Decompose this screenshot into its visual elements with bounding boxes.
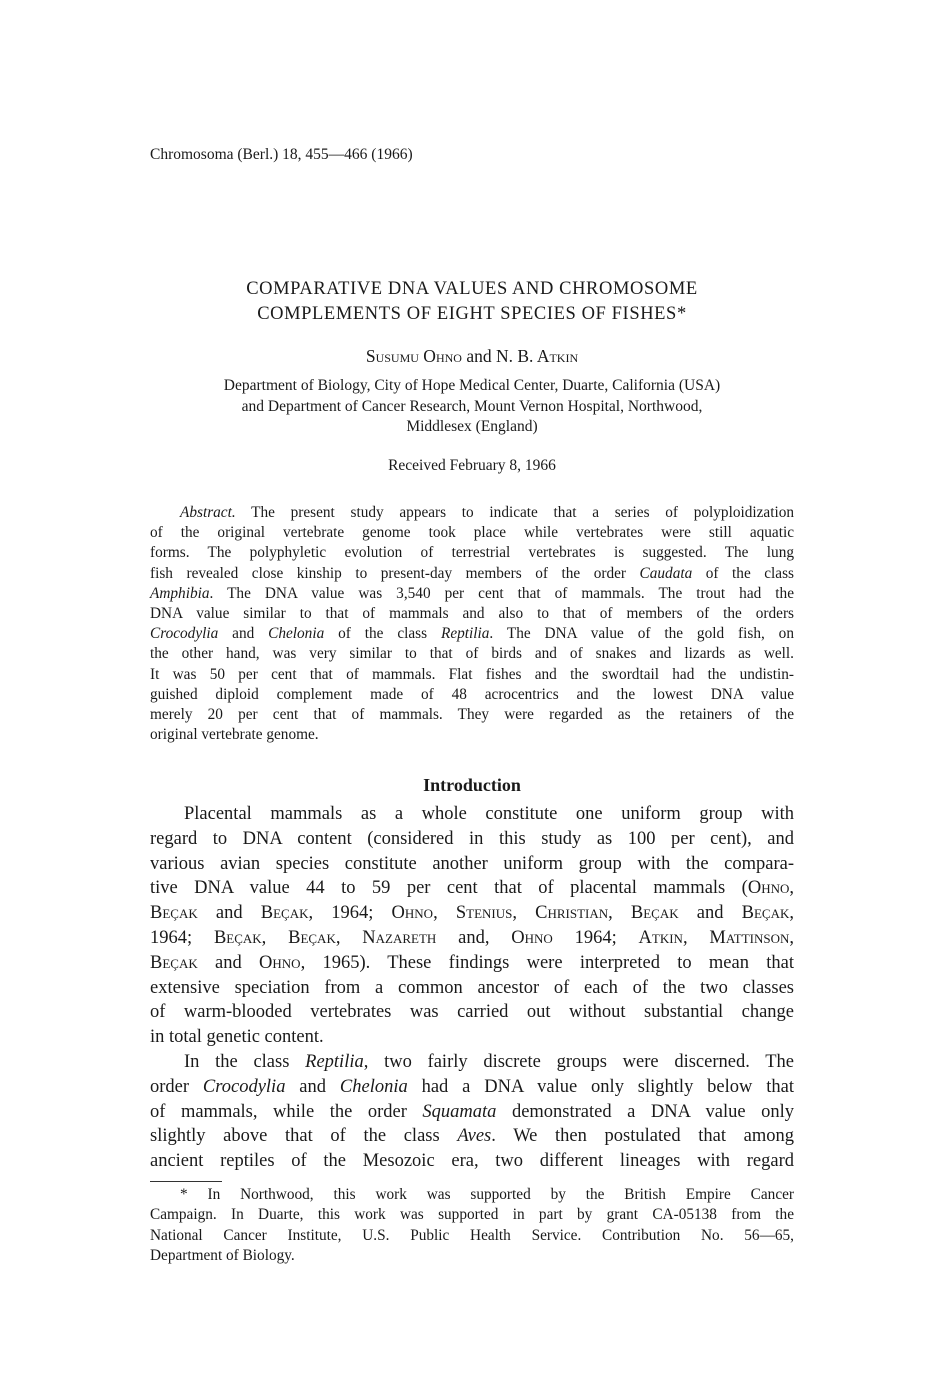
title-line: COMPLEMENTS OF EIGHT SPECIES OF FISHES* bbox=[257, 304, 687, 324]
body-line: of mammals, while the order Squamata demonstrated a DNA value only bbox=[150, 1101, 794, 1122]
affiliation bbox=[150, 376, 794, 438]
body-text bbox=[150, 802, 794, 1174]
footnote-rule bbox=[150, 1181, 222, 1182]
abstract-line: merely 20 per cent that of mammals. They were regarded as the retainers of the bbox=[150, 706, 794, 724]
body-line: various avian species constitute another uniform group with the compara- bbox=[150, 853, 794, 874]
received-date: Received February 8, 1966 bbox=[388, 457, 556, 474]
author-name: Susumu Ohno bbox=[365, 346, 462, 366]
abstract-line: It was 50 per cent that of mammals. Flat fishes and the swordtail had the undistin- bbox=[150, 665, 794, 683]
body-line: Beçak and Beçak, 1964; Ohno, Stenius, Christian, Beçak and Beçak, bbox=[150, 903, 795, 924]
paper-page bbox=[150, 0, 794, 1388]
abstract-line: guished diploid complement made of 48 acrocentrics and the lowest DNA value bbox=[150, 685, 794, 703]
section-heading: Introduction bbox=[423, 775, 521, 795]
abstract-line: DNA value similar to that of mammals and also to that of members of the orders bbox=[150, 605, 794, 623]
footnote-line: * In Northwood, this work was supported by the British Empire Cancer bbox=[180, 1186, 794, 1203]
author-conjunction: and bbox=[466, 346, 492, 366]
abstract-line: fish revealed close kinship to present-day members of the order Caudata of the class bbox=[150, 564, 795, 582]
body-line: extensive speciation from a common ancestor of each of the two classes bbox=[150, 977, 794, 998]
abstract bbox=[150, 503, 794, 745]
body-line: slightly above that of the class Aves. We then postulated that among bbox=[150, 1126, 794, 1147]
body-line: regard to DNA content (considered in this study as 100 per cent), and bbox=[150, 828, 794, 849]
abstract-line: forms. The polyphyletic evolution of terrestrial vertebrates is suggested. The lung bbox=[150, 544, 794, 562]
abstract-line: Crocodylia and Chelonia of the class Reptilia. The DNA value of the gold fish, on bbox=[150, 625, 794, 643]
abstract-line: Amphibia. The DNA value was 3,540 per cent that of mammals. The trout had the bbox=[150, 584, 794, 602]
body-line: Beçak and Ohno, 1965). These findings were interpreted to mean that bbox=[150, 952, 794, 973]
abstract-line: of the original vertebrate genome took place while vertebrates were still aquatic bbox=[150, 524, 794, 542]
affiliation-line: and Department of Cancer Research, Mount Vernon Hospital, Northwood, bbox=[241, 397, 703, 415]
body-line: of warm-blooded vertebrates was carried out without substantial change bbox=[150, 1002, 794, 1023]
paper-title bbox=[150, 277, 794, 327]
body-line: tive DNA value 44 to 59 per cent that of placental mammals (Ohno, bbox=[150, 878, 794, 899]
body-line: 1964; Beçak, Beçak, Nazareth and, Ohno 1964; Atkin, Mattinson, bbox=[150, 927, 794, 948]
title-line: COMPARATIVE DNA VALUES AND CHROMOSOME bbox=[246, 279, 698, 299]
journal-citation: Chromosoma (Berl.) 18, 455—466 (1966) bbox=[150, 146, 413, 163]
footnote-line: Department of Biology. bbox=[150, 1247, 295, 1265]
body-line: in total genetic content. bbox=[150, 1027, 324, 1048]
author-name: N. B. Atkin bbox=[495, 346, 579, 366]
footnote-line: Campaign. In Duarte, this work was supported in part by grant CA-05138 from the bbox=[150, 1206, 794, 1224]
affiliation-line: Middlesex (England) bbox=[406, 418, 538, 435]
abstract-line: Abstract. The present study appears to indicate that a series of polyploidization bbox=[180, 504, 794, 521]
body-line: Placental mammals as a whole constitute one uniform group with bbox=[184, 804, 794, 824]
affiliation-line: Department of Biology, City of Hope Medical Center, Duarte, California (USA) bbox=[223, 377, 721, 394]
body-line: ancient reptiles of the Mesozoic era, two different lineages with regard bbox=[150, 1151, 794, 1172]
author-line bbox=[150, 346, 794, 367]
abstract-line: the other hand, was very similar to that of birds and of snakes and lizards as well. bbox=[150, 645, 794, 663]
abstract-line: original vertebrate genome. bbox=[150, 726, 319, 744]
body-line: order Crocodylia and Chelonia had a DNA value only slightly below that bbox=[150, 1076, 794, 1097]
footnote bbox=[150, 1185, 794, 1267]
footnote-line: National Cancer Institute, U.S. Public Health Service. Contribution No. 56—65, bbox=[150, 1226, 794, 1244]
abstract-label: Abstract. bbox=[180, 504, 236, 521]
body-line: In the class Reptilia, two fairly discrete groups were discerned. The bbox=[184, 1051, 794, 1072]
